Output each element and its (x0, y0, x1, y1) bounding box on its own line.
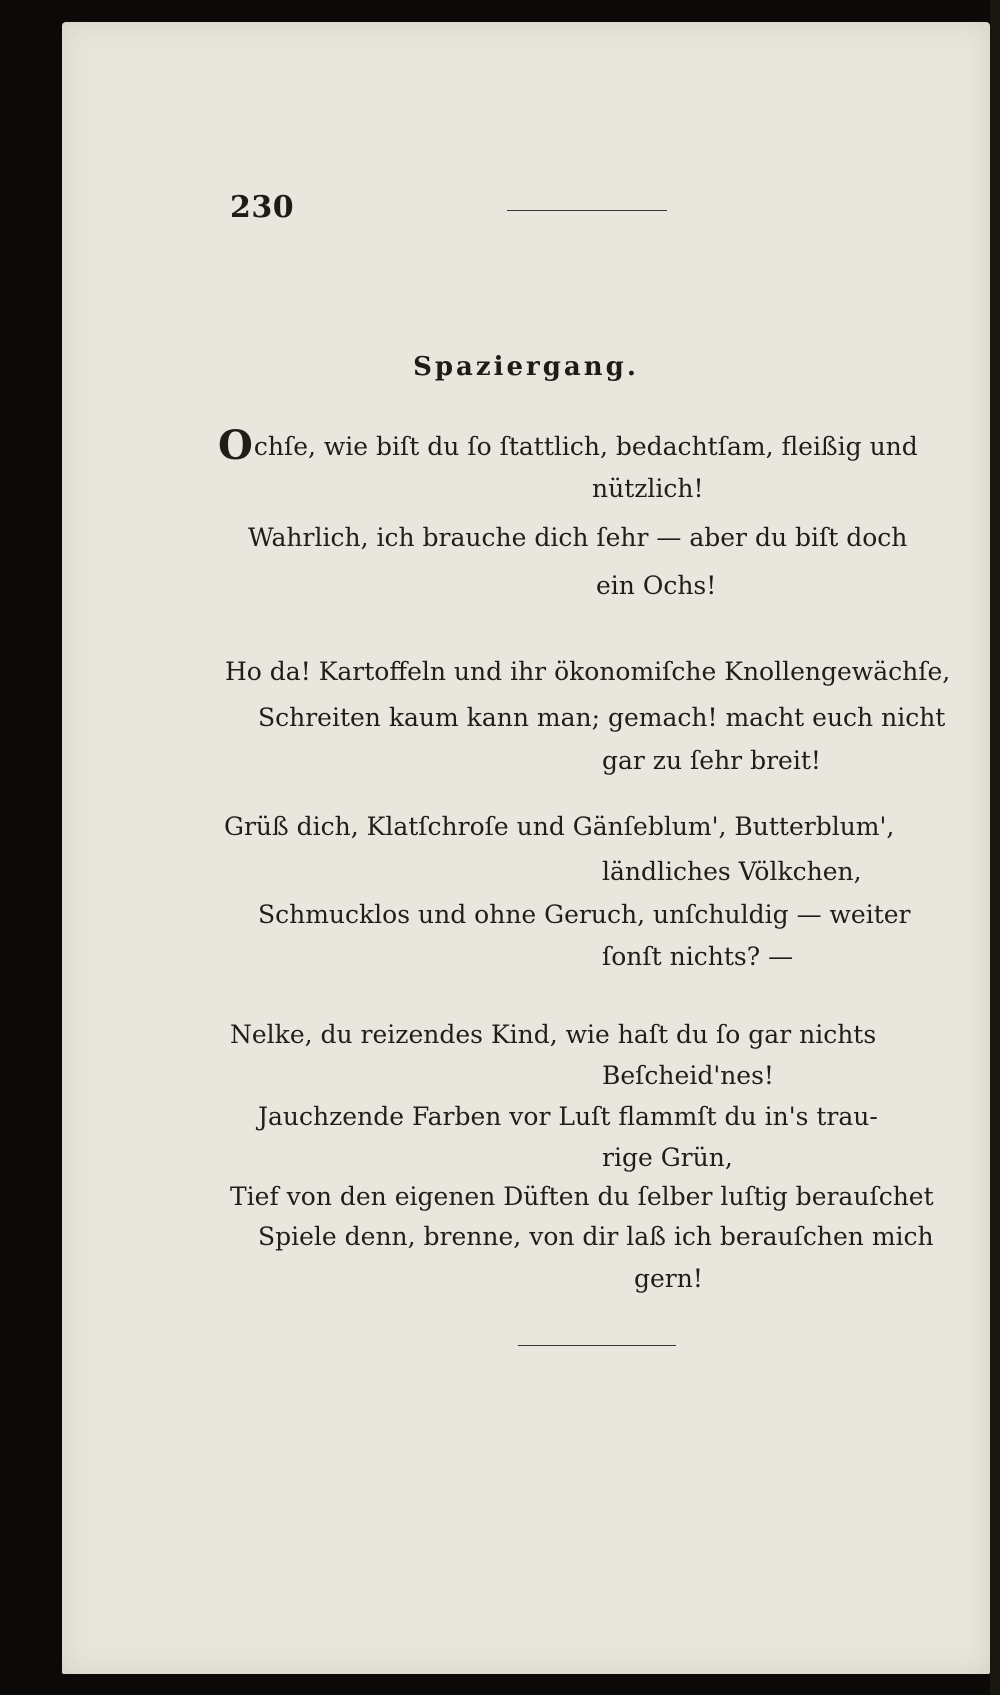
poem-line: ſonſt nichts? — (602, 942, 794, 971)
poem-line: ländliches Völkchen, (602, 857, 862, 886)
poem-title: Spaziergang. (413, 352, 639, 382)
poem-line: Spiele denn, brenne, von dir laß ich berauſchen mich (258, 1222, 934, 1251)
poem-line: Ho da! Kartoffeln und ihr ökonomiſche Knollengewächſe, (225, 657, 951, 686)
poem-line: Schreiten kaum kann man; gemach! macht euch nicht (258, 703, 946, 732)
header-rule (507, 210, 667, 211)
poem-line: Beſcheid'nes! (602, 1061, 774, 1090)
poem-line: Tief von den eigenen Düften du ſelber luſtig berauſchet (230, 1182, 934, 1211)
end-rule (518, 1345, 676, 1346)
poem-line: gern! (634, 1264, 703, 1293)
book-page (62, 22, 990, 1674)
poem-line: Wahrlich, ich brauche dich ſehr — aber du biſt doch (248, 523, 908, 552)
page-number: 230 (230, 190, 295, 225)
drop-initial: O (218, 422, 253, 469)
poem-line: Jauchzende Farben vor Luſt flammſt du in's trau- (258, 1102, 878, 1131)
book-edge (990, 0, 1000, 1695)
poem-line: ein Ochs! (596, 571, 717, 600)
poem-line: gar zu ſehr breit! (602, 746, 821, 775)
poem-line: rige Grün, (602, 1143, 733, 1172)
poem-line: nützlich! (592, 474, 704, 503)
poem-line: Grüß dich, Klatſchroſe und Gänſeblum', Butterblum', (224, 812, 895, 841)
poem-line: Nelke, du reizendes Kind, wie haſt du ſo gar nichts (230, 1020, 877, 1049)
poem-line (218, 422, 918, 469)
line-text: chſe, wie biſt du ſo ſtattlich, bedachtſam, fleißig und (253, 432, 918, 461)
poem-line: Schmucklos und ohne Geruch, unſchuldig — weiter (258, 900, 911, 929)
